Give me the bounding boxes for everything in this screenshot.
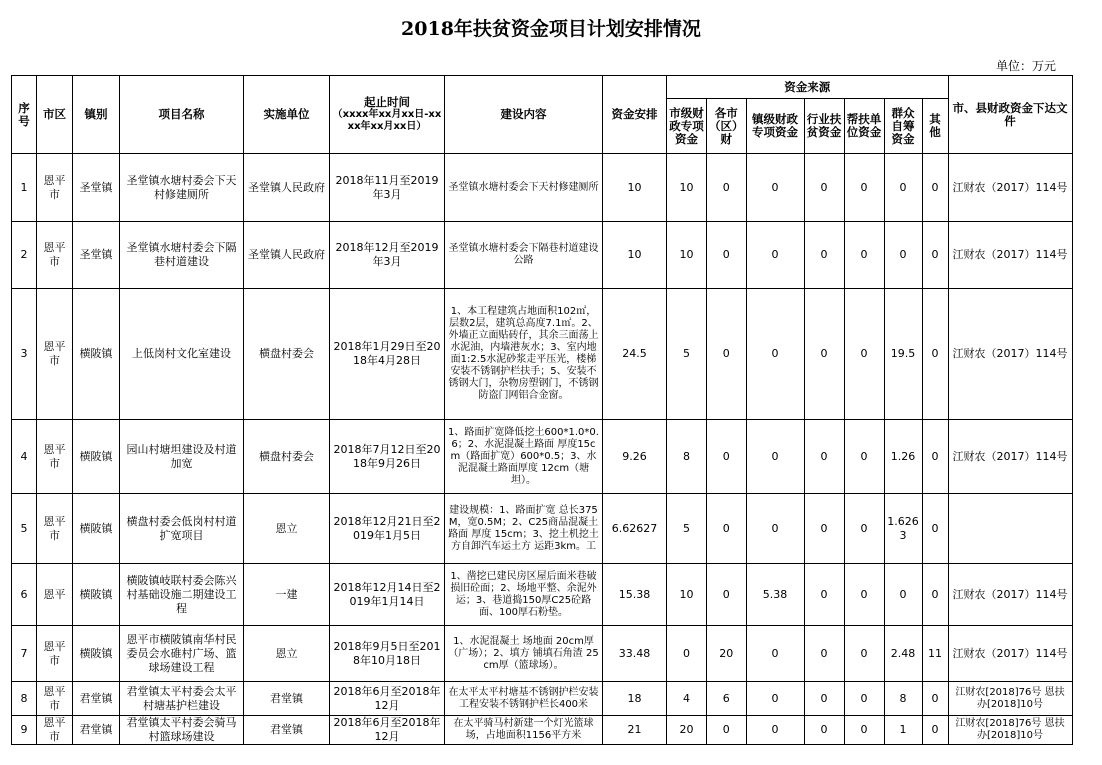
cell-s5: 0 xyxy=(844,682,884,716)
header-time-label: 起止时间 xyxy=(364,95,410,109)
cell-content: 1、路面扩宽降低挖土600*1.0*0.6；2、水泥混凝土路面 厚度15cm（路面扩宽）600*0.5；3、水泥混凝土路面厚度 12cm（塘坦）。 xyxy=(445,420,603,494)
cell-content: 在太平骑马村新建一个灯光篮球场，占地面积1156平方米 xyxy=(445,716,603,745)
cell-amount: 21 xyxy=(603,716,667,745)
cell-amount: 9.26 xyxy=(603,420,667,494)
cell-city: 恩平市 xyxy=(37,289,73,420)
cell-s4: 0 xyxy=(804,626,844,682)
cell-s3: 5.38 xyxy=(746,564,804,626)
cell-doc: 江财农（2017）114号 xyxy=(948,222,1072,289)
cell-city: 恩平市 xyxy=(37,420,73,494)
table-row xyxy=(12,420,1073,494)
cell-town: 君堂镇 xyxy=(73,682,120,716)
cell-s2: 0 xyxy=(707,564,747,626)
cell-s5: 0 xyxy=(844,716,884,745)
cell-s2: 0 xyxy=(707,420,747,494)
cell-time: 2018年6月至2018年12月 xyxy=(330,682,445,716)
header-org: 实施单位 xyxy=(244,76,330,154)
cell-s1: 10 xyxy=(667,564,707,626)
cell-org: 横盘村委会 xyxy=(244,420,330,494)
cell-s4: 0 xyxy=(804,564,844,626)
cell-amount: 33.48 xyxy=(603,626,667,682)
cell-s6: 0 xyxy=(884,154,922,222)
cell-s7: 0 xyxy=(922,494,948,564)
unit-label: 单位：万元 xyxy=(995,59,1056,73)
cell-s6: 19.5 xyxy=(884,289,922,420)
cell-s2: 0 xyxy=(707,716,747,745)
cell-time: 2018年6月至2018年12月 xyxy=(330,716,445,745)
cell-s3: 0 xyxy=(746,494,804,564)
cell-doc: 江财农（2017）114号 xyxy=(948,626,1072,682)
header-city: 市区 xyxy=(37,76,73,154)
cell-org: 君堂镇 xyxy=(244,716,330,745)
header-content: 建设内容 xyxy=(445,76,603,154)
table-row xyxy=(12,154,1073,222)
header-source: 资金来源 xyxy=(667,76,949,99)
table-row xyxy=(12,289,1073,420)
header-source-city: 市级财政专项资金 xyxy=(667,99,707,154)
header-source-industry: 行业扶贫资金 xyxy=(804,99,844,154)
cell-time: 2018年11月至2019年3月 xyxy=(330,154,445,222)
cell-s4: 0 xyxy=(804,289,844,420)
cell-s1: 10 xyxy=(667,154,707,222)
cell-s6: 1 xyxy=(884,716,922,745)
cell-time: 2018年1月29日至2018年4月28日 xyxy=(330,289,445,420)
cell-s7: 0 xyxy=(922,420,948,494)
page-title: 2018年扶贫资金项目计划安排情况 xyxy=(401,18,701,40)
cell-s7: 0 xyxy=(922,154,948,222)
cell-doc: 江财农[2018]76号 恩扶办[2018]10号 xyxy=(948,682,1072,716)
cell-s6: 8 xyxy=(884,682,922,716)
header-source-public: 群众自筹资金 xyxy=(884,99,922,154)
table-row xyxy=(12,626,1073,682)
header-time-format: （xxxx年xx月xx日-xxxx年xx月xx日） xyxy=(332,109,442,132)
cell-s1: 20 xyxy=(667,716,707,745)
cell-doc: 江财农（2017）114号 xyxy=(948,564,1072,626)
table-row xyxy=(12,494,1073,564)
cell-seq: 9 xyxy=(12,716,37,745)
cell-org: 横盘村委会 xyxy=(244,289,330,420)
header-seq: 序号 xyxy=(12,76,37,154)
cell-amount: 6.62627 xyxy=(603,494,667,564)
cell-s4: 0 xyxy=(804,420,844,494)
cell-s4: 0 xyxy=(804,716,844,745)
cell-seq: 3 xyxy=(12,289,37,420)
header-town: 镇别 xyxy=(73,76,120,154)
cell-town: 横陂镇 xyxy=(73,420,120,494)
cell-s2: 0 xyxy=(707,222,747,289)
cell-s5: 0 xyxy=(844,494,884,564)
cell-city: 恩平市 xyxy=(37,626,73,682)
cell-s4: 0 xyxy=(804,494,844,564)
cell-content: 圣堂镇水塘村委会下天村修建厕所 xyxy=(445,154,603,222)
cell-city: 恩平市 xyxy=(37,716,73,745)
cell-s7: 11 xyxy=(922,626,948,682)
cell-name: 横盘村委会低岗村村道扩宽项目 xyxy=(120,494,244,564)
cell-town: 横陂镇 xyxy=(73,289,120,420)
cell-name: 恩平市横陂镇南华村民委员会水碓村广场、篮球场建设工程 xyxy=(120,626,244,682)
cell-s5: 0 xyxy=(844,626,884,682)
cell-s5: 0 xyxy=(844,289,884,420)
cell-town: 横陂镇 xyxy=(73,494,120,564)
cell-s7: 0 xyxy=(922,289,948,420)
cell-city: 恩平市 xyxy=(37,154,73,222)
cell-s4: 0 xyxy=(804,154,844,222)
cell-town: 横陂镇 xyxy=(73,564,120,626)
header-source-town: 镇级财政专项资金 xyxy=(746,99,804,154)
cell-doc: 江财农（2017）114号 xyxy=(948,154,1072,222)
cell-s7: 0 xyxy=(922,222,948,289)
table-row xyxy=(12,564,1073,626)
cell-time: 2018年9月5日至2018年10月18日 xyxy=(330,626,445,682)
cell-seq: 5 xyxy=(12,494,37,564)
cell-name: 园山村塘坦建设及村道加宽 xyxy=(120,420,244,494)
cell-s3: 0 xyxy=(746,682,804,716)
header-doc: 市、县财政资金下达文件 xyxy=(948,76,1072,154)
cell-town: 圣堂镇 xyxy=(73,222,120,289)
cell-town: 君堂镇 xyxy=(73,716,120,745)
cell-content: 圣堂镇水塘村委会下隔巷村道建设公路 xyxy=(445,222,603,289)
cell-content: 1、水泥混凝土 场地面 20cm厚（广场）；2、填方 铺填石角渣 25cm厚（篮球场）。 xyxy=(445,626,603,682)
header-source-other: 其他 xyxy=(922,99,948,154)
cell-content: 1、本工程建筑占地面积102㎡，层数2层，建筑总高度7.1㎡。2、外墙正立面贴砖仔，其余三面荡上水泥油，内墙港灰水；3、室内地面1:2.5水泥砂浆走平压光，楼梯安装不锈钢护栏扶手；5、安装不锈钢大门，杂物房塑钢门，不锈钢防盗门网铝合金窗。 xyxy=(445,289,603,420)
cell-s2: 0 xyxy=(707,289,747,420)
cell-doc: 江财农[2018]76号 恩扶办[2018]10号 xyxy=(948,716,1072,745)
cell-time: 2018年12月21日至2019年1月5日 xyxy=(330,494,445,564)
cell-org: 君堂镇 xyxy=(244,682,330,716)
cell-s6: 2.48 xyxy=(884,626,922,682)
cell-s1: 4 xyxy=(667,682,707,716)
cell-s3: 0 xyxy=(746,154,804,222)
cell-s6: 1.6263 xyxy=(884,494,922,564)
cell-seq: 7 xyxy=(12,626,37,682)
header-name: 项目名称 xyxy=(120,76,244,154)
cell-s5: 0 xyxy=(844,564,884,626)
cell-city: 恩平市 xyxy=(37,494,73,564)
cell-content: 在太平太平村塘基不锈钢护栏安装工程安装不锈钢护栏长400米 xyxy=(445,682,603,716)
cell-amount: 24.5 xyxy=(603,289,667,420)
cell-s6: 0 xyxy=(884,222,922,289)
cell-org: 圣堂镇人民政府 xyxy=(244,154,330,222)
cell-org: 圣堂镇人民政府 xyxy=(244,222,330,289)
cell-s6: 0 xyxy=(884,564,922,626)
header-amount: 资金安排 xyxy=(603,76,667,154)
header-source-helper: 帮扶单位资金 xyxy=(844,99,884,154)
cell-name: 君堂镇太平村委会太平村塘基护栏建设 xyxy=(120,682,244,716)
cell-s3: 0 xyxy=(746,289,804,420)
cell-s1: 5 xyxy=(667,494,707,564)
cell-s6: 1.26 xyxy=(884,420,922,494)
cell-s1: 0 xyxy=(667,626,707,682)
header-time xyxy=(330,76,445,154)
cell-s3: 0 xyxy=(746,716,804,745)
cell-doc xyxy=(948,494,1072,564)
cell-amount: 15.38 xyxy=(603,564,667,626)
cell-s2: 20 xyxy=(707,626,747,682)
cell-amount: 18 xyxy=(603,682,667,716)
cell-city: 恩平市 xyxy=(37,682,73,716)
cell-s2: 6 xyxy=(707,682,747,716)
cell-s7: 0 xyxy=(922,682,948,716)
cell-name: 上低岗村文化室建设 xyxy=(120,289,244,420)
cell-s4: 0 xyxy=(804,682,844,716)
cell-s5: 0 xyxy=(844,420,884,494)
cell-s1: 8 xyxy=(667,420,707,494)
cell-org: 一建 xyxy=(244,564,330,626)
cell-s1: 10 xyxy=(667,222,707,289)
cell-name: 君堂镇太平村委会骑马村篮球场建设 xyxy=(120,716,244,745)
header-source-district: 各市（区）财 xyxy=(707,99,747,154)
cell-s2: 0 xyxy=(707,494,747,564)
cell-s5: 0 xyxy=(844,222,884,289)
cell-town: 横陂镇 xyxy=(73,626,120,682)
cell-time: 2018年12月至2019年3月 xyxy=(330,222,445,289)
cell-doc: 江财农（2017）114号 xyxy=(948,289,1072,420)
cell-amount: 10 xyxy=(603,222,667,289)
cell-seq: 6 xyxy=(12,564,37,626)
cell-seq: 1 xyxy=(12,154,37,222)
cell-name: 圣堂镇水塘村委会下天村修建厕所 xyxy=(120,154,244,222)
cell-s7: 0 xyxy=(922,716,948,745)
project-table xyxy=(11,75,1073,745)
cell-town: 圣堂镇 xyxy=(73,154,120,222)
cell-content: 1、凿挖已建民房区屋后面米巷破损旧砼面；2、场地平整、余泥外运；3、巷道捣150厚C25砼路面、100厚石粉垫。 xyxy=(445,564,603,626)
cell-time: 2018年12月14日至2019年1月14日 xyxy=(330,564,445,626)
cell-name: 圣堂镇水塘村委会下隔巷村道建设 xyxy=(120,222,244,289)
cell-time: 2018年7月12日至2018年9月26日 xyxy=(330,420,445,494)
cell-seq: 8 xyxy=(12,682,37,716)
cell-org: 恩立 xyxy=(244,626,330,682)
cell-s7: 0 xyxy=(922,564,948,626)
cell-doc: 江财农（2017）114号 xyxy=(948,420,1072,494)
cell-name: 横陂镇岐联村委会陈兴村基础设施二期建设工程 xyxy=(120,564,244,626)
cell-seq: 4 xyxy=(12,420,37,494)
cell-content: 建设规模：1、路面扩宽 总长375M，宽0.5M；2、C25商品混凝土 路面 厚度 15cm；3、挖土机挖土方自卸汽车运土方 运距3km。工 xyxy=(445,494,603,564)
cell-s4: 0 xyxy=(804,222,844,289)
table-row xyxy=(12,716,1073,745)
cell-s1: 5 xyxy=(667,289,707,420)
cell-org: 恩立 xyxy=(244,494,330,564)
cell-s3: 0 xyxy=(746,222,804,289)
cell-city: 恩平市 xyxy=(37,222,73,289)
cell-s3: 0 xyxy=(746,626,804,682)
table-row xyxy=(12,222,1073,289)
cell-seq: 2 xyxy=(12,222,37,289)
cell-city: 恩平 xyxy=(37,564,73,626)
table-row xyxy=(12,682,1073,716)
cell-amount: 10 xyxy=(603,154,667,222)
cell-s3: 0 xyxy=(746,420,804,494)
cell-s2: 0 xyxy=(707,154,747,222)
cell-s5: 0 xyxy=(844,154,884,222)
